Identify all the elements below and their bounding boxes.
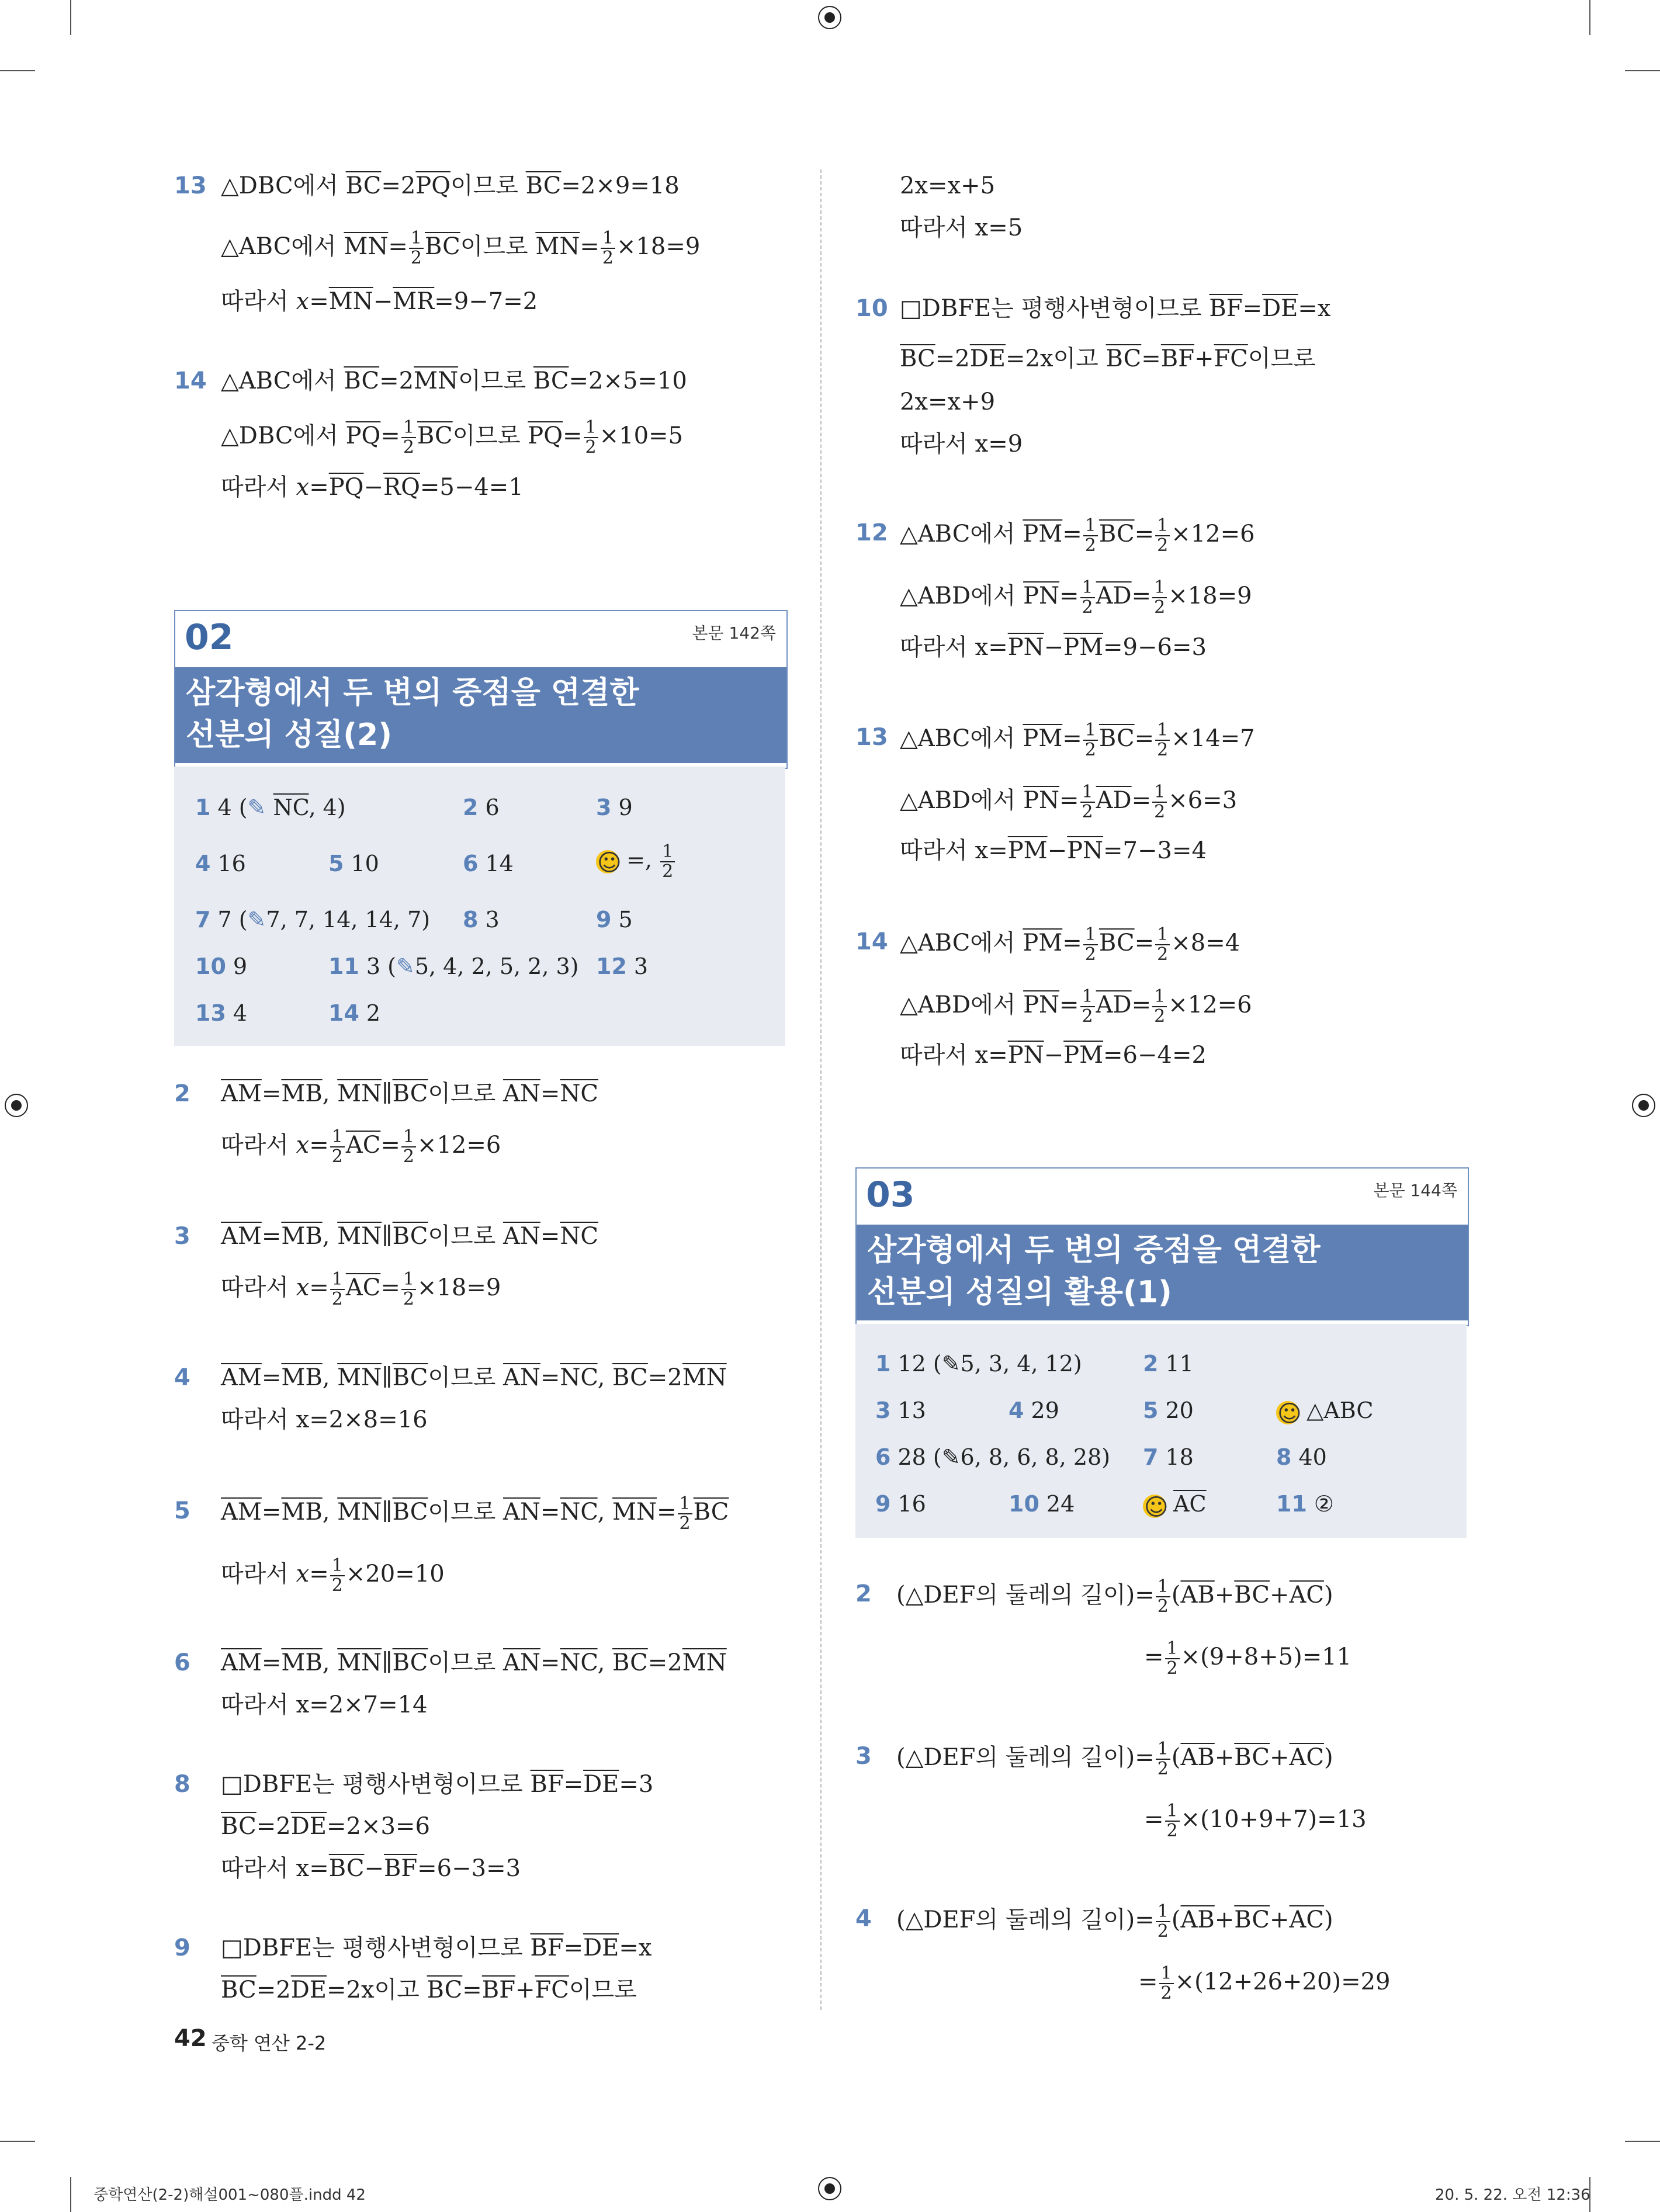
answer-item: ☺ =, $\frac{1}{2}$ [596, 842, 676, 881]
answer-item: 10 24 [1009, 1491, 1075, 1517]
solution-line: 따라서 x=9 [900, 431, 1023, 457]
solution-line: (△DEF의 둘레의 길이)= $\frac{1}{2}$ $(\overline{AB}+\overline{BC}+\overline{AC})$ [896, 1901, 1333, 1941]
solution-line: 따라서 x= $\frac{1}{2}$ ×20=10 [221, 1555, 445, 1596]
section-page-ref: 본문 144쪽 [1373, 1181, 1457, 1200]
answer-item: 13 4 [195, 1000, 248, 1026]
pencil-icon: ✎ [396, 954, 415, 979]
solution-line: $\overline{BC}=2\overline{DE}=2x$이고 $\overline{BC}=\overline{BF}+\overline{FC}$이므로 [221, 1977, 637, 2003]
solution-line: 따라서 $x=\overline{BC}-\overline{BF}=6-3=3$ [221, 1855, 521, 1882]
column-divider [820, 169, 822, 2010]
solution-line: 따라서 $x=\overline{MN}-\overline{MR}=9-7=2$ [221, 288, 538, 315]
problem-number: 2 [174, 1080, 190, 1107]
answer-item: 3 9 [596, 795, 633, 820]
answer-item: ☺ △ABC [1276, 1394, 1373, 1427]
solution-line: $\overline{BC}=2\overline{DE}=2x$이고 $\overline{BC}=\overline{BF}+\overline{FC}$이므로 [900, 345, 1316, 372]
problem-number: 13 [174, 172, 207, 199]
problem-number: 6 [174, 1649, 190, 1676]
problem-number: 3 [174, 1223, 190, 1250]
answer-item: 11 ② [1276, 1491, 1334, 1517]
problem-number: 10 [855, 295, 888, 322]
problem-number: 14 [174, 367, 207, 394]
solution-line: $\overline{AM}=\overline{MB}$, $\overline{MN}\parallel\overline{BC}$이므로 $\overline{AN}=\overline{NC}$, $\overline{MN}=$ $\frac{1}{2}$ $\overline{BC}$ [221, 1493, 729, 1534]
solution-line: 따라서 $x=\overline{PM}-\overline{PN}=7-3=4$ [900, 837, 1207, 864]
answer-item: 11 3 (✎5, 4, 2, 5, 2, 3) [328, 954, 579, 979]
solution-line: △ABC에서 $\overline{MN}=$ $\frac{1}{2}$ $\overline{BC}$이므로 $\overline{MN}=$ $\frac{1}{2}$ ×18=9 [221, 228, 701, 268]
pencil-icon: ✎ [247, 795, 266, 820]
book-title: 중학 연산 2-2 [212, 2032, 327, 2054]
answer-item: 3 13 [875, 1398, 926, 1423]
solution-line: 따라서 $x=\overline{PQ}-\overline{RQ}=5-4=1$ [221, 474, 524, 501]
solution-line: $\overline{AM}=\overline{MB}$, $\overline{MN}\parallel\overline{BC}$이므로 $\overline{AN}=\overline{NC}$, $\overline{BC}=2\overline{MN}$ [221, 1649, 727, 1676]
registration-mark-icon [818, 2177, 841, 2200]
fraction-one-half: $\frac{1}{2}$ [601, 229, 615, 268]
answer-item: 2 11 [1143, 1351, 1194, 1377]
solution-line: (△DEF의 둘레의 길이)= $\frac{1}{2}$ $(\overline{AB}+\overline{BC}+\overline{AC})$ [896, 1739, 1333, 1779]
answer-item: 9 5 [596, 907, 633, 932]
answer-item: 1 12 (✎5, 3, 4, 12) [875, 1351, 1082, 1377]
answer-item: 8 40 [1276, 1444, 1327, 1470]
print-timestamp: 20. 5. 22. 오전 12:36 [1435, 2186, 1590, 2204]
answer-item: 4 16 [195, 851, 246, 876]
solution-line: □DBFE는 평행사변형이므로 $\overline{BF}=\overline{DE}=3$ [221, 1771, 654, 1798]
crop-mark [70, 0, 71, 35]
answer-panel-03 [855, 1324, 1467, 1538]
answer-item: 6 14 [463, 851, 514, 876]
answer-panel-02 [174, 767, 785, 1046]
section-title: 삼각형에서 두 변의 중점을 연결한 선분의 성질의 활용(1) [857, 1225, 1468, 1320]
section-number: 03 [866, 1174, 915, 1215]
solution-line: △ABD에서 $\overline{PN}=$ $\frac{1}{2}$ $\overline{AD}=$ $\frac{1}{2}$ ×18=9 [900, 577, 1252, 618]
answer-item: 4 29 [1009, 1398, 1059, 1423]
solution-line: = $\frac{1}{2}$ ×(9+8+5)=11 [1144, 1638, 1352, 1679]
answer-item: ☺ $\overline{AC}$ [1143, 1488, 1207, 1520]
problem-number: 8 [174, 1771, 190, 1798]
problem-number: 14 [855, 928, 888, 955]
section-page-ref: 본문 142쪽 [692, 623, 776, 643]
solution-line: $\overline{BC}=2\overline{DE}=2\times 3=6$ [221, 1813, 430, 1840]
answer-item: 6 28 (✎6, 8, 6, 8, 28) [875, 1444, 1111, 1470]
problem-number: 13 [855, 724, 888, 751]
solution-line: △ABD에서 $\overline{PN}=$ $\frac{1}{2}$ $\overline{AD}=$ $\frac{1}{2}$ ×12=6 [900, 986, 1252, 1027]
solution-line: 따라서 $x=\overline{PN}-\overline{PM}=9-6=3$ [900, 634, 1207, 661]
solution-line: 따라서 x=2×7=14 [221, 1691, 428, 1718]
solution-line: □DBFE는 평행사변형이므로 $\overline{BF}=\overline{DE}=x$ [900, 295, 1331, 322]
problem-number: 9 [174, 1934, 190, 1961]
registration-mark-icon [5, 1094, 28, 1117]
solution-line: 따라서 x=5 [900, 214, 1023, 241]
solution-line: 2x=x+9 [900, 389, 996, 415]
solution-line: 따라서 x=2×8=16 [221, 1406, 428, 1433]
crop-mark [70, 2177, 71, 2212]
registration-mark-icon [1632, 1094, 1655, 1117]
answer-item: 5 20 [1143, 1398, 1194, 1423]
solution-line: $\overline{AM}=\overline{MB}$, $\overline{MN}\parallel\overline{BC}$이므로 $\overline{AN}=\overline{NC}$ [221, 1223, 599, 1250]
solution-line: △DBC에서 $\overline{PQ}=$ $\frac{1}{2}$ $\overline{BC}$이므로 $\overline{PQ}=$ $\frac{1}{2}$ ×10=5 [221, 417, 684, 457]
solution-line: △ABC에서 $\overline{PM}=$ $\frac{1}{2}$ $\overline{BC}=$ $\frac{1}{2}$ ×14=7 [900, 720, 1255, 760]
problem-number: 2 [855, 1580, 872, 1607]
solution-line: 2x=x+5 [900, 172, 996, 199]
answer-item: 7 18 [1143, 1444, 1194, 1470]
smile-icon [596, 850, 619, 873]
smile-icon [1276, 1401, 1299, 1424]
fraction-one-half: $\frac{1}{2}$ [409, 229, 424, 268]
solution-line: $\overline{AM}=\overline{MB}$, $\overline{MN}\parallel\overline{BC}$이므로 $\overline{AN}=\overline{NC}$, $\overline{BC}=2\overline{MN}$ [221, 1364, 727, 1391]
pencil-icon: ✎ [247, 907, 266, 932]
solution-line: 따라서 $x=\overline{PN}-\overline{PM}=6-4=2$ [900, 1042, 1207, 1069]
solution-line: △ABC에서 $\overline{PM}=$ $\frac{1}{2}$ $\overline{BC}=$ $\frac{1}{2}$ ×8=4 [900, 924, 1240, 965]
page-number: 42 [174, 2025, 207, 2052]
solution-line: $\overline{AM}=\overline{MB}$, $\overline{MN}\parallel\overline{BC}$이므로 $\overline{AN}=\overline{NC}$ [221, 1080, 599, 1107]
fraction-one-half: $\frac{1}{2}$ [584, 418, 598, 457]
solution-line: □DBFE는 평행사변형이므로 $\overline{BF}=\overline{DE}=x$ [221, 1934, 652, 1961]
problem-number: 5 [174, 1497, 190, 1524]
section-title: 삼각형에서 두 변의 중점을 연결한 선분의 성질(2) [175, 667, 786, 763]
problem-number: 4 [855, 1905, 872, 1932]
answer-item: 9 16 [875, 1491, 926, 1517]
solution-line: △ABC에서 $\overline{BC}=2\overline{MN}$이므로 $\overline{BC}=2\times 5=10$ [221, 367, 687, 394]
solution-line: = $\frac{1}{2}$ ×(10+9+7)=13 [1144, 1801, 1367, 1841]
section-number: 02 [185, 617, 234, 658]
answer-item: 1 4 (✎ $\overline{NC}$, 4) [195, 795, 346, 820]
crop-mark [1589, 0, 1590, 35]
answer-item: 5 10 [328, 851, 379, 876]
problem-number: 12 [855, 519, 888, 546]
solution-line: 따라서 x= $\frac{1}{2}$ $\overline{AC}=$ $\frac{1}{2}$ ×12=6 [221, 1126, 501, 1167]
solution-line: 따라서 x= $\frac{1}{2}$ $\overline{AC}=$ $\frac{1}{2}$ ×18=9 [221, 1269, 501, 1309]
answer-item: 2 6 [463, 795, 500, 820]
answer-item: 10 9 [195, 954, 248, 979]
smile-icon [1143, 1495, 1166, 1518]
solution-line: △ABD에서 $\overline{PN}=$ $\frac{1}{2}$ $\overline{AD}=$ $\frac{1}{2}$ ×6=3 [900, 782, 1238, 822]
solution-line: △DBC에서 $\overline{BC}=2\overline{PQ}$이므로 $\overline{BC}=2\times 9=18$ [221, 172, 680, 199]
answer-item: 8 3 [463, 907, 500, 932]
solution-line: △ABC에서 $\overline{PM}=$ $\frac{1}{2}$ $\overline{BC}=$ $\frac{1}{2}$ ×12=6 [900, 515, 1255, 556]
section-header-02 [174, 610, 788, 769]
problem-number: 4 [174, 1364, 190, 1391]
section-header-03 [855, 1167, 1469, 1326]
answer-item: 7 7 (✎7, 7, 14, 14, 7) [195, 907, 431, 932]
problem-number: 3 [855, 1743, 872, 1770]
solution-line: (△DEF의 둘레의 길이)= $\frac{1}{2}$ $(\overline{AB}+\overline{BC}+\overline{AC})$ [896, 1576, 1333, 1617]
crop-mark [0, 2141, 35, 2142]
fraction-one-half: $\frac{1}{2}$ [401, 418, 416, 457]
registration-mark-icon [818, 6, 841, 29]
crop-mark [1625, 70, 1660, 71]
solution-line: = $\frac{1}{2}$ ×(12+26+20)=29 [1138, 1963, 1391, 2003]
print-file-name: 중학연산(2-2)해설001~080플.indd 42 [93, 2186, 366, 2204]
crop-mark [0, 70, 35, 71]
answer-item: 14 2 [328, 1000, 381, 1026]
answer-item: 12 3 [596, 954, 649, 979]
crop-mark [1625, 2141, 1660, 2142]
